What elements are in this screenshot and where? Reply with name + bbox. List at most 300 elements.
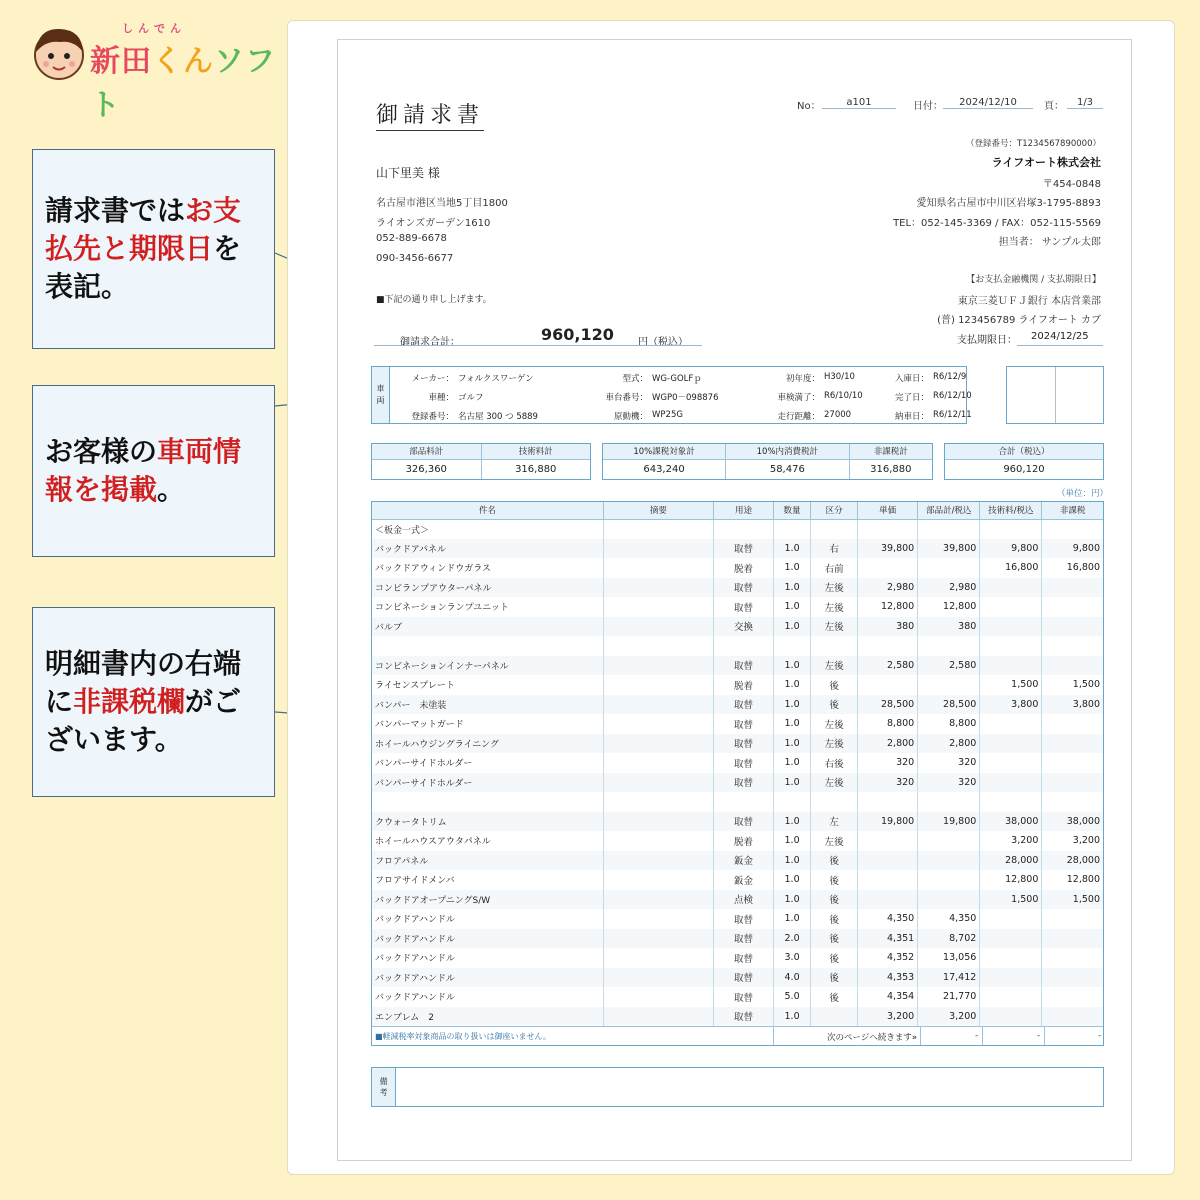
- table-cell: [858, 890, 918, 910]
- table-cell: 1.0: [774, 890, 811, 910]
- callout-line: [45, 192, 241, 230]
- table-cell: バックドアハンドル: [372, 968, 603, 988]
- callout-line: [45, 645, 241, 683]
- table-cell: [1042, 714, 1103, 734]
- table-cell: 2,580: [858, 656, 918, 676]
- table-cell: [980, 617, 1042, 637]
- table-row: [372, 656, 1103, 676]
- table-cell: 1.0: [774, 909, 811, 929]
- table-cell: [918, 519, 980, 539]
- table-cell: [918, 636, 980, 656]
- table-cell: 後: [811, 929, 858, 949]
- callout-highlight: お支: [185, 194, 242, 227]
- column-header: 非課税: [1042, 502, 1103, 519]
- table-cell: 1.0: [774, 734, 811, 754]
- summary-parts-tech: [371, 443, 591, 480]
- table-cell: [603, 656, 713, 676]
- table-row: [372, 929, 1103, 949]
- table-cell: [1042, 578, 1103, 598]
- no-label: No：: [797, 101, 821, 112]
- table-cell: 8,800: [858, 714, 918, 734]
- table-cell: 取替: [713, 1007, 773, 1027]
- table-row: [372, 734, 1103, 754]
- date-value: 2024/12/10: [943, 97, 1033, 109]
- callout-segment: に: [45, 685, 74, 718]
- in-value: R6/12/9: [933, 372, 967, 382]
- type-label: 車種：: [428, 393, 454, 403]
- table-cell: 取替: [713, 948, 773, 968]
- date-label: 日付：: [913, 101, 943, 112]
- table-cell: 左後: [811, 578, 858, 598]
- table-cell: [603, 929, 713, 949]
- callout-segment: がご: [185, 685, 242, 718]
- company-name: ライフオート株式会社: [991, 156, 1101, 169]
- deliver-label: 納車日：: [894, 412, 929, 422]
- table-cell: 1,500: [1042, 890, 1103, 910]
- notice-text: ■下記の通り申し上げます。: [376, 295, 492, 305]
- table-cell: 19,800: [858, 812, 918, 832]
- deliver-value: R6/12/11: [933, 410, 972, 420]
- table-cell: [774, 519, 811, 539]
- due-value: 2024/12/25: [1031, 331, 1089, 342]
- table-cell: [1042, 792, 1103, 812]
- table-cell: [858, 792, 918, 812]
- type-value: ゴルフ: [458, 393, 484, 403]
- table-cell: 3,200: [858, 1007, 918, 1027]
- table-cell: 鈑金: [713, 870, 773, 890]
- detail-footer: [372, 1026, 1103, 1045]
- table-cell: 後: [811, 987, 858, 1007]
- table-row: [372, 831, 1103, 851]
- table-row: [372, 851, 1103, 871]
- total-underline: [374, 345, 702, 346]
- table-row: [372, 695, 1103, 715]
- table-cell: [980, 714, 1042, 734]
- table-cell: [603, 812, 713, 832]
- table-row: [372, 890, 1103, 910]
- column-header: 摘要: [603, 502, 713, 519]
- table-cell: 左後: [811, 773, 858, 793]
- table-cell: [980, 987, 1042, 1007]
- table-cell: [980, 734, 1042, 754]
- callout-segment: お客様の: [45, 435, 158, 468]
- table-cell: 取替: [713, 656, 773, 676]
- table-cell: 3,200: [918, 1007, 980, 1027]
- table-cell: 1.0: [774, 695, 811, 715]
- detail-table: [371, 501, 1104, 1046]
- table-cell: 38,000: [980, 812, 1042, 832]
- company-address: 愛知県名古屋市中川区岩塚3-1795-8893: [916, 198, 1101, 209]
- table-cell: [918, 870, 980, 890]
- table-cell: 鈑金: [713, 851, 773, 871]
- table-cell: コンビネーションインナーパネル: [372, 656, 603, 676]
- table-cell: [811, 519, 858, 539]
- table-cell: 17,412: [918, 968, 980, 988]
- table-cell: 取替: [713, 929, 773, 949]
- model-value: WG-GOLFｐ: [652, 374, 702, 384]
- table-cell: [980, 1007, 1042, 1027]
- table-cell: 12,800: [1066, 874, 1100, 886]
- no-value: a101: [822, 97, 896, 109]
- table-cell: 1.0: [774, 753, 811, 773]
- table-cell: [774, 636, 811, 656]
- table-row: [372, 987, 1103, 1007]
- table-cell: [980, 519, 1042, 539]
- table-cell: コンビネーションランプユニット: [372, 597, 603, 617]
- table-cell: 1.0: [774, 851, 811, 871]
- column-header: 用途: [713, 502, 773, 519]
- table-cell: 後: [811, 909, 858, 929]
- table-cell: 320: [918, 773, 980, 793]
- taxable-label: 10%課税対象計: [603, 444, 726, 459]
- table-cell: バックドアハンドル: [372, 987, 603, 1007]
- table-cell: [603, 831, 713, 851]
- bank-name: 東京三菱ＵＦＪ銀行 本店営業部: [957, 296, 1101, 307]
- table-cell: [980, 773, 1042, 793]
- table-cell: [603, 539, 713, 559]
- callout-segment: 請求書では: [45, 194, 186, 227]
- tech-total-label: 技術料計: [481, 444, 590, 459]
- table-cell: 9,800: [980, 539, 1042, 559]
- table-cell: [918, 792, 980, 812]
- table-cell: バンパーサイドホルダー: [372, 753, 603, 773]
- table-cell: 取替: [713, 539, 773, 559]
- callout-segment: ざいます。: [45, 723, 183, 756]
- table-cell: 右: [811, 539, 858, 559]
- footer-dash: -: [975, 1031, 978, 1040]
- table-cell: 取替: [713, 695, 773, 715]
- table-cell: [603, 968, 713, 988]
- table-row: [372, 578, 1103, 598]
- callout-line: [45, 471, 241, 509]
- table-cell: [713, 636, 773, 656]
- table-cell: 取替: [713, 773, 773, 793]
- summary-grand: [944, 443, 1104, 480]
- bank-account: (普) 123456789 ライフオート カブ: [937, 315, 1101, 326]
- parts-total-value: 326,360: [372, 459, 481, 479]
- callout-text: [45, 192, 241, 306]
- table-cell: [918, 851, 980, 871]
- table-cell: 3,800: [980, 695, 1042, 715]
- inspect-label: 車検満了：: [777, 393, 820, 403]
- table-cell: 1.0: [774, 714, 811, 734]
- table-cell: [980, 948, 1042, 968]
- total-label: 御請求合計：: [400, 337, 460, 348]
- table-cell: 28,500: [858, 695, 918, 715]
- table-cell: 1.0: [774, 597, 811, 617]
- table-cell: コンビランプアウターパネル: [372, 578, 603, 598]
- table-cell: [603, 851, 713, 871]
- vehicle-info-box: [371, 366, 972, 424]
- table-cell: [603, 617, 713, 637]
- table-cell: 右前: [811, 558, 858, 578]
- logo-text: 新田くんソフト: [90, 44, 276, 123]
- customer-address: 名古屋市港区当地5丁目1800: [376, 198, 508, 209]
- year-label: 初年度：: [785, 374, 820, 384]
- table-cell: [858, 851, 918, 871]
- table-cell: [980, 578, 1042, 598]
- table-cell: 1.0: [774, 617, 811, 637]
- table-cell: [603, 753, 713, 773]
- table-cell: ＜板金一式＞: [372, 519, 603, 539]
- invoice-page: [337, 39, 1132, 1161]
- column-header: 数量: [774, 502, 811, 519]
- table-cell: ホイールハウジングライニング: [372, 734, 603, 754]
- total-unit: 円（税込）: [638, 337, 688, 348]
- table-cell: 28,000: [1042, 851, 1103, 871]
- remarks-side-label: 備 考: [372, 1068, 396, 1106]
- table-cell: [980, 929, 1042, 949]
- table-cell: 1.0: [774, 539, 811, 559]
- table-cell: 4.0: [774, 968, 811, 988]
- table-cell: [1042, 909, 1103, 929]
- table-cell: 左後: [811, 597, 858, 617]
- table-cell: [980, 909, 1042, 929]
- table-row: [372, 675, 1103, 695]
- table-cell: [1042, 1007, 1103, 1027]
- footer-dash: -: [1037, 1031, 1040, 1040]
- table-cell: [858, 636, 918, 656]
- table-cell: 2,580: [918, 656, 980, 676]
- table-cell: 380: [858, 617, 918, 637]
- table-cell: [603, 948, 713, 968]
- table-cell: 脱着: [713, 675, 773, 695]
- table-cell: [603, 597, 713, 617]
- table-row: [372, 792, 1103, 812]
- table-cell: 1.0: [774, 578, 811, 598]
- table-cell: バンパー 未塗装: [372, 695, 603, 715]
- callout-highlight: 車両情: [157, 435, 242, 468]
- table-cell: バンパーマットガード: [372, 714, 603, 734]
- table-cell: [918, 675, 980, 695]
- table-cell: 取替: [713, 734, 773, 754]
- column-header: 件名: [372, 502, 603, 519]
- table-cell: 8,800: [918, 714, 980, 734]
- table-cell: [1042, 519, 1103, 539]
- callout-line: [45, 433, 241, 471]
- table-cell: [603, 519, 713, 539]
- table-cell: [603, 792, 713, 812]
- table-cell: 320: [858, 753, 918, 773]
- table-cell: 21,770: [918, 987, 980, 1007]
- table-cell: [858, 831, 918, 851]
- next-page-link[interactable]: 次のページへ続きます»: [827, 1033, 918, 1043]
- table-cell: フロアサイドメンバ: [372, 870, 603, 890]
- table-cell: [713, 792, 773, 812]
- callout-segment: 表記。: [45, 270, 130, 303]
- table-cell: 13,056: [918, 948, 980, 968]
- table-cell: 後: [811, 695, 858, 715]
- table-cell: 1,500: [980, 675, 1042, 695]
- callout-line: [45, 230, 241, 268]
- table-cell: [1042, 753, 1103, 773]
- taxable-value: 643,240: [603, 459, 726, 479]
- reg-value: 名古屋 300 つ 5889: [458, 412, 538, 422]
- table-cell: 39,800: [918, 539, 980, 559]
- table-cell: 8,702: [918, 929, 980, 949]
- table-row: [372, 597, 1103, 617]
- boy-mascot-icon: [30, 24, 88, 82]
- table-cell: [603, 909, 713, 929]
- table-cell: 後: [811, 948, 858, 968]
- table-row: [372, 909, 1103, 929]
- callout-line: [45, 683, 241, 721]
- customer-name: 山下里美 様: [376, 166, 440, 180]
- chassis-value: WGP0－098876: [652, 393, 719, 403]
- table-cell: 4,353: [858, 968, 918, 988]
- table-cell: [603, 578, 713, 598]
- table-row: [372, 753, 1103, 773]
- table-cell: バックドアハンドル: [372, 929, 603, 949]
- table-cell: 320: [918, 753, 980, 773]
- maker-label: メーカー：: [411, 374, 454, 384]
- table-row: [372, 1007, 1103, 1027]
- company-tel-fax: TEL：052-145-3369 / FAX：052-115-5569: [893, 218, 1101, 229]
- reduced-tax-note: ■軽減税率対象商品の取り扱いは御座いません。: [375, 1032, 552, 1041]
- in-label: 入庫日：: [894, 374, 929, 384]
- table-row: [372, 617, 1103, 637]
- table-cell: 左: [811, 812, 858, 832]
- model-label: 型式：: [622, 374, 648, 384]
- logo-ruby: しんでん: [122, 22, 186, 35]
- table-cell: 12,800: [980, 870, 1042, 890]
- table-cell: [980, 656, 1042, 676]
- table-cell: 19,800: [918, 812, 980, 832]
- table-cell: ホイールハウスアウタパネル: [372, 831, 603, 851]
- engine-value: WP25G: [652, 410, 683, 420]
- table-cell: 左後: [811, 656, 858, 676]
- callout-line: [45, 721, 241, 759]
- table-cell: [980, 597, 1042, 617]
- table-cell: [858, 870, 918, 890]
- nontax-value: 316,880: [870, 463, 912, 475]
- table-cell: 5.0: [774, 987, 811, 1007]
- table-cell: [1042, 617, 1103, 637]
- chassis-label: 車台番号：: [605, 393, 648, 403]
- table-cell: 左後: [811, 714, 858, 734]
- callout-highlight: 払先と期限日: [45, 232, 214, 265]
- table-cell: 2,800: [858, 734, 918, 754]
- table-cell: ライセンスプレート: [372, 675, 603, 695]
- table-cell: 点検: [713, 890, 773, 910]
- table-cell: 取替: [713, 987, 773, 1007]
- table-cell: 1.0: [774, 773, 811, 793]
- done-value: R6/12/10: [933, 391, 972, 401]
- table-cell: クウォータトリム: [372, 812, 603, 832]
- table-cell: フロアパネル: [372, 851, 603, 871]
- table-cell: 4,350: [858, 909, 918, 929]
- customer-building: ライオンズガーデン1610: [376, 218, 491, 229]
- registration-number: （登録番号：T1234567890000）: [966, 139, 1101, 149]
- callout-nontax: [32, 607, 275, 797]
- table-cell: 3,200: [980, 831, 1042, 851]
- callout-segment: 明細書内の右端: [45, 647, 242, 680]
- company-zip: 〒454-0848: [1042, 179, 1101, 190]
- table-cell: 脱着: [713, 558, 773, 578]
- table-cell: 取替: [713, 909, 773, 929]
- table-cell: [1042, 636, 1103, 656]
- table-cell: 1.0: [774, 831, 811, 851]
- table-cell: [980, 753, 1042, 773]
- table-cell: [1042, 656, 1103, 676]
- maker-value: フォルクスワーゲン: [458, 374, 534, 384]
- mileage-value: 27000: [824, 410, 852, 420]
- table-cell: 取替: [713, 714, 773, 734]
- table-cell: バックドアハンドル: [372, 909, 603, 929]
- table-cell: 2.0: [774, 929, 811, 949]
- table-cell: [918, 890, 980, 910]
- table-row: [372, 812, 1103, 832]
- table-cell: 交換: [713, 617, 773, 637]
- table-cell: バンパーサイドホルダー: [372, 773, 603, 793]
- table-row: [372, 714, 1103, 734]
- tech-total-value: 316,880: [515, 463, 557, 475]
- inspect-value: R6/10/10: [824, 391, 863, 401]
- table-cell: 9,800: [1042, 539, 1103, 559]
- callout-segment: を: [213, 232, 242, 265]
- table-cell: 取替: [713, 578, 773, 598]
- customer-tel: 052-889-6678: [376, 233, 447, 244]
- tax-value: 58,476: [726, 459, 850, 479]
- table-cell: [1042, 929, 1103, 949]
- table-cell: [980, 968, 1042, 988]
- brand-logo: [30, 20, 280, 123]
- table-cell: 2,980: [858, 578, 918, 598]
- table-cell: エンブレム 2: [372, 1007, 603, 1027]
- engine-label: 原動機：: [613, 412, 648, 422]
- reg-label: 登録番号：: [411, 412, 454, 422]
- table-cell: 38,000: [1042, 812, 1103, 832]
- callout-payment: [32, 149, 275, 349]
- table-cell: 後: [811, 870, 858, 890]
- table-cell: 12,800: [918, 597, 980, 617]
- table-row: [372, 519, 1103, 539]
- nontax-label: 非課税計: [849, 444, 932, 459]
- table-cell: [603, 773, 713, 793]
- table-cell: バックドアパネル: [372, 539, 603, 559]
- table-row: [372, 773, 1103, 793]
- page-label: 頁：: [1044, 101, 1064, 112]
- footer-dash: -: [1098, 1031, 1101, 1040]
- table-cell: [1042, 773, 1103, 793]
- due-underline: [1017, 345, 1103, 346]
- callout-segment: 。: [157, 473, 186, 506]
- due-label: 支払期限日：: [957, 335, 1017, 346]
- table-cell: 1,500: [1072, 679, 1100, 691]
- table-cell: [603, 870, 713, 890]
- grand-total-value: 960,120: [1003, 463, 1045, 475]
- remarks-box: [371, 1067, 1104, 1107]
- tax-label: 10%内消費税計: [726, 444, 850, 459]
- table-cell: 1,500: [980, 890, 1042, 910]
- table-cell: [918, 831, 980, 851]
- table-cell: [1042, 597, 1103, 617]
- table-cell: 取替: [713, 753, 773, 773]
- table-cell: [858, 519, 918, 539]
- table-cell: [858, 675, 918, 695]
- table-cell: [603, 558, 713, 578]
- vehicle-side-label: 車 両: [372, 367, 390, 423]
- callout-highlight: 非課税欄: [73, 685, 186, 718]
- parts-total-label: 部品料計: [372, 444, 481, 459]
- table-cell: 28,500: [918, 695, 980, 715]
- table-cell: [713, 519, 773, 539]
- table-cell: 3,800: [1042, 695, 1103, 715]
- table-cell: 2,800: [918, 734, 980, 754]
- table-cell: 左後: [811, 617, 858, 637]
- column-header: 部品計/税込: [918, 502, 980, 519]
- table-cell: [918, 558, 980, 578]
